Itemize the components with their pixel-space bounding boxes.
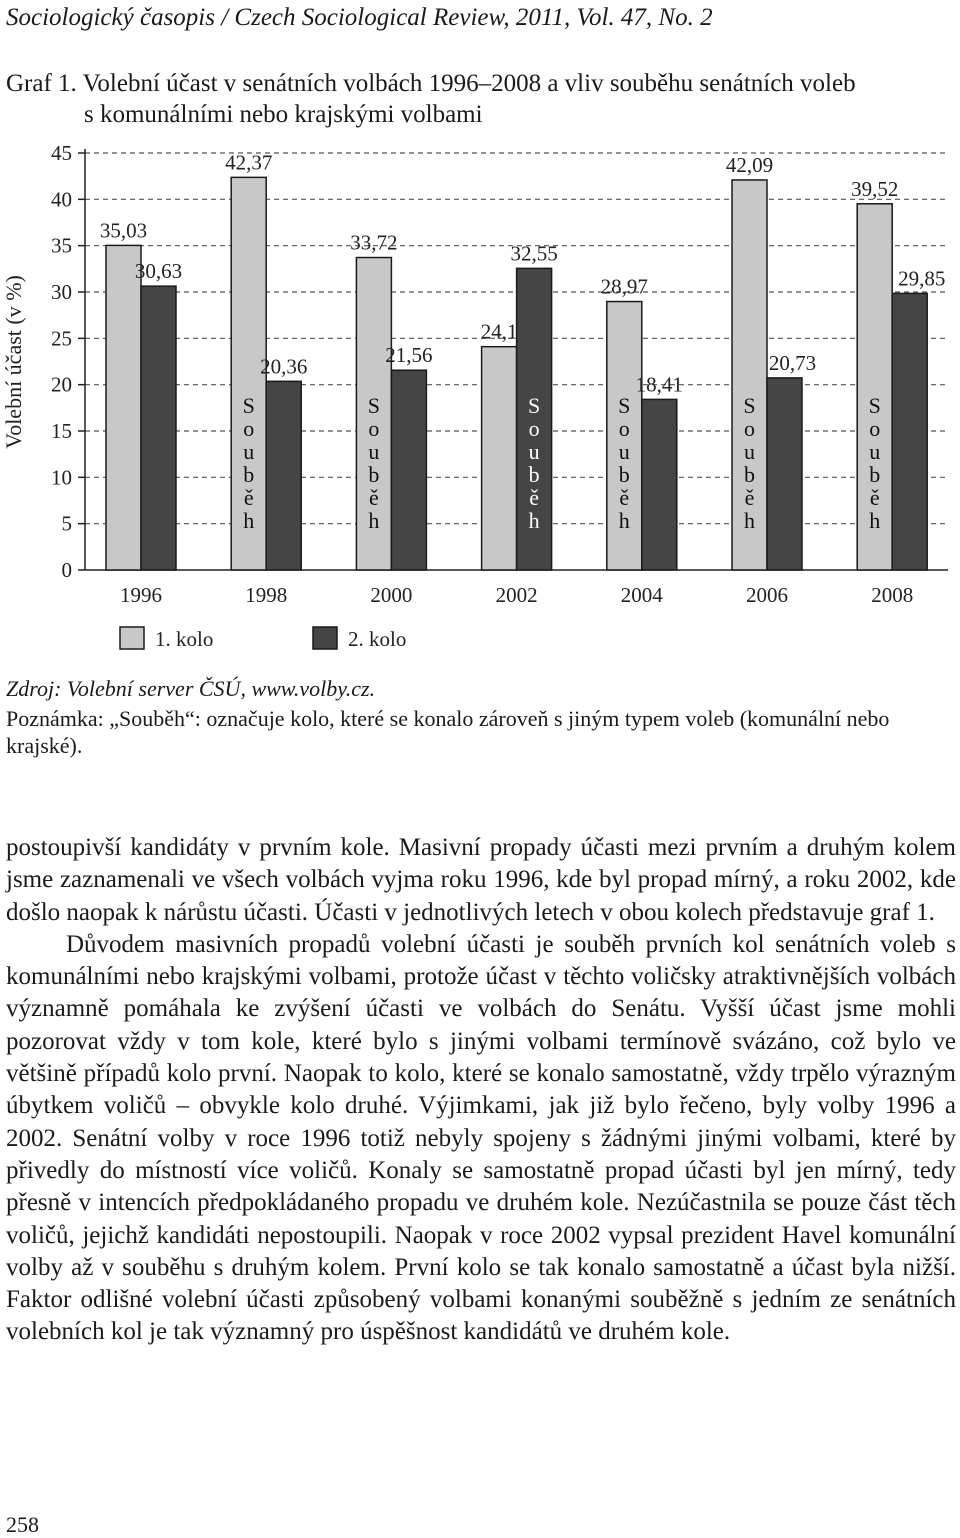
soubeh-letter: h bbox=[243, 508, 255, 533]
y-tick-label: 20 bbox=[51, 372, 72, 397]
soubeh-letter: ě bbox=[243, 485, 254, 510]
data-label: 39,52 bbox=[851, 176, 899, 201]
soubeh-letter: b bbox=[368, 462, 380, 487]
x-tick-label: 2002 bbox=[495, 583, 538, 607]
soubeh-letter: ě bbox=[529, 485, 539, 510]
bar bbox=[141, 286, 176, 570]
data-label: 29,85 bbox=[898, 266, 946, 291]
legend-label: 1. kolo bbox=[155, 627, 214, 651]
data-label: 42,37 bbox=[225, 150, 273, 175]
soubeh-letter: h bbox=[368, 508, 380, 533]
soubeh-letter: S bbox=[367, 393, 381, 418]
bar bbox=[106, 245, 141, 570]
soubeh-letter: o bbox=[243, 416, 255, 441]
soubeh-letter: S bbox=[618, 393, 631, 418]
y-tick-label: 25 bbox=[51, 326, 72, 351]
soubeh-letter: o bbox=[869, 416, 881, 441]
legend bbox=[120, 627, 406, 651]
soubeh-letter: u bbox=[368, 439, 380, 464]
soubeh-letter: ě bbox=[744, 485, 755, 510]
legend-swatch bbox=[313, 627, 337, 649]
x-tick-label: 2006 bbox=[746, 583, 788, 607]
soubeh-letter: u bbox=[528, 439, 540, 464]
y-tick-label: 10 bbox=[51, 465, 72, 490]
data-label: 32,55 bbox=[510, 241, 558, 266]
soubeh-letter: ě bbox=[619, 485, 630, 510]
paragraph: Důvodem masivních propadů volební účasti je souběh prvních kol senátních voleb s komunálními nebo krajskými volbami, protože účast v těchto voličsky atraktivnějších volbách významně pomáhala ke zvýšení účasti ve volbách do Senátu. Vyšší účast jsme mohli pozorovat vždy v tom kole, které bylo s jinými volbami termínově svázáno, což bylo ve většině případů kolo první. Naopak to kolo, které se konalo samostatně, vždy trpělo výrazným úbytkem voličů – obvykle kolo druhé. Výjimkami, jak již bylo řečeno, byly volby 1996 a 2002. Senátní volby v roce 1996 totiž nebyly spojeny s žádnými jinými volbami, které by přivedly do místností více voličů. Konaly se samostatně propad účasti byl jen mírný, tedy přesně v intencích předpokládaného propadu ve druhém kole. Nezúčastnila se pouze část těch voličů, jejichž kandidáti nepostoupili. Naopak v roce 2002 vypsal prezident Havel komunální volby až v souběhu s druhým kolem. První kolo se tak konalo samostatně a účast byla nižší. Faktor odlišné volební účasti způsobený volbami konanými souběžně s jedním ze senátních volebních kol je tak významný pro úspěšnost kandidátů ve druhém kole. bbox=[6, 930, 956, 1346]
soubeh-letter: u bbox=[869, 439, 881, 464]
data-label: 35,03 bbox=[99, 218, 148, 243]
figure-title-line1: Graf 1. Volební účast v senátních volbách 1996–2008 a vliv souběhu senátních voleb bbox=[6, 70, 856, 97]
soubeh-letter: ě bbox=[369, 485, 379, 510]
x-tick-label: 2000 bbox=[370, 583, 413, 607]
y-tick-label: 40 bbox=[51, 187, 72, 212]
soubeh-letter: S bbox=[743, 393, 756, 418]
data-label: 30,63 bbox=[134, 259, 183, 284]
data-label: 33,72 bbox=[350, 230, 398, 255]
soubeh-letter: o bbox=[618, 416, 630, 441]
soubeh-letter: h bbox=[618, 508, 630, 533]
soubeh-letter: o bbox=[528, 416, 540, 441]
soubeh-letter: o bbox=[368, 416, 380, 441]
page-number: 258 bbox=[6, 1512, 39, 1537]
data-label: 28,97 bbox=[600, 274, 648, 299]
bar bbox=[391, 370, 426, 570]
y-tick-label: 0 bbox=[61, 558, 72, 582]
figure-source: Zdroj: Volební server ČSÚ, www.volby.cz. bbox=[6, 676, 376, 701]
x-tick-label: 1996 bbox=[120, 583, 162, 607]
y-axis-title: Volební účast (v %) bbox=[1, 275, 26, 449]
running-head: Sociologický časopis / Czech Sociological Review, 2011, Vol. 47, No. 2 bbox=[6, 4, 713, 31]
y-tick-label: 15 bbox=[51, 419, 72, 443]
soubeh-letter: u bbox=[744, 439, 755, 464]
x-tick-label: 1998 bbox=[245, 583, 288, 607]
soubeh-letter: h bbox=[869, 508, 881, 533]
soubeh-letter: S bbox=[527, 393, 541, 418]
soubeh-letter: b bbox=[528, 462, 540, 487]
figure-title-line2: s komunálními nebo krajskými volbami bbox=[84, 101, 483, 128]
figure-title bbox=[6, 68, 946, 130]
figure-note: Poznámka: „Souběh“: označuje kolo, které se konalo zároveň s jiným typem voleb (komunální nebo krajské). bbox=[6, 706, 890, 758]
soubeh-letter: b bbox=[744, 462, 755, 487]
soubeh-letter: S bbox=[868, 393, 881, 418]
bar bbox=[482, 347, 517, 570]
data-label: 21,56 bbox=[385, 343, 433, 368]
data-label: 24,1 bbox=[480, 319, 518, 344]
soubeh-letter: o bbox=[744, 416, 755, 441]
paragraph: postoupivší kandidáty v prvním kole. Masivní propady účasti mezi prvním a druhým kolem jsme zaznamenali ve všech volbách vyjma roku 1996, kde byl propad mírný, a roku 2002, kde došlo naopak k nárůstu účasti. Účasti v jednotlivých letech v obou kolech představuje graf 1. bbox=[6, 834, 956, 926]
bar bbox=[892, 293, 927, 570]
soubeh-letter: h bbox=[528, 508, 540, 533]
y-tick-label: 35 bbox=[51, 233, 72, 258]
y-tick-label: 30 bbox=[51, 280, 72, 304]
data-label: 20,73 bbox=[768, 350, 817, 375]
body-text bbox=[6, 832, 956, 1349]
soubeh-letter: u bbox=[618, 439, 630, 464]
y-tick-label: 5 bbox=[61, 511, 72, 536]
bar bbox=[642, 399, 677, 570]
data-label: 42,09 bbox=[725, 152, 774, 177]
data-label: 20,36 bbox=[260, 354, 308, 379]
legend-label: 2. kolo bbox=[348, 627, 407, 651]
turnout-bar-chart bbox=[0, 135, 960, 665]
bar bbox=[767, 378, 802, 570]
soubeh-letter: b bbox=[869, 462, 881, 487]
bar bbox=[266, 381, 301, 570]
soubeh-letter: b bbox=[243, 462, 255, 487]
x-tick-label: 2004 bbox=[620, 583, 663, 607]
soubeh-letter: u bbox=[243, 439, 255, 464]
soubeh-letter: S bbox=[242, 393, 255, 418]
x-tick-label: 2008 bbox=[871, 583, 914, 607]
data-label: 18,41 bbox=[635, 372, 683, 397]
soubeh-letter: b bbox=[618, 462, 630, 487]
soubeh-letter: ě bbox=[869, 485, 880, 510]
y-tick-label: 45 bbox=[51, 141, 72, 165]
soubeh-letter: h bbox=[744, 508, 755, 533]
legend-swatch bbox=[120, 627, 144, 649]
